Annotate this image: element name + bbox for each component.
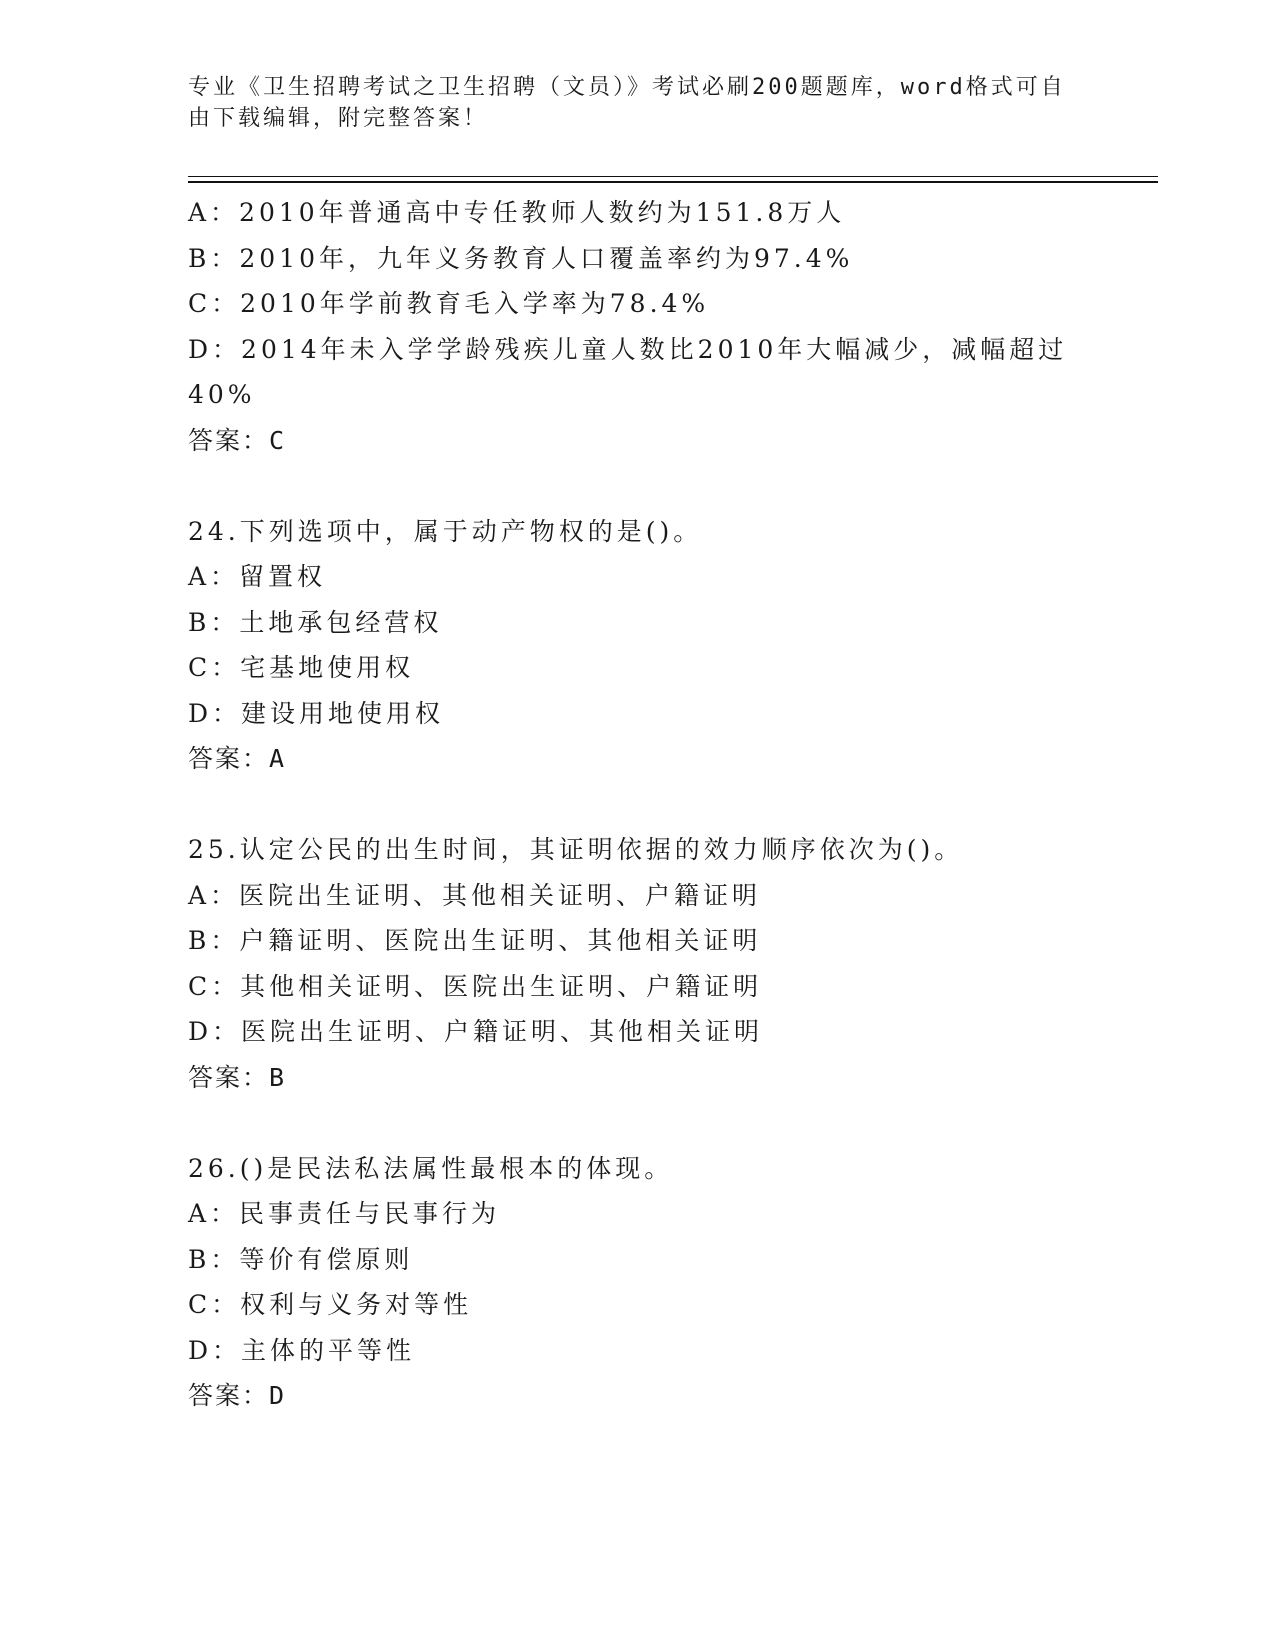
document-header	[188, 72, 1068, 134]
question-list	[188, 190, 1068, 1419]
header-divider-thick	[188, 181, 1158, 183]
header-line-1: 专业《卫生招聘考试之卫生招聘（文员）》考试必刷200题题库，word格式可自	[188, 75, 1066, 100]
option-b: B：等价有偿原则	[188, 1244, 414, 1274]
header-line-2: 由下载编辑，附完整答案！	[188, 106, 489, 131]
answer-line: 答案：D	[188, 1381, 287, 1410]
question-stem: 26.()是民法私法属性最根本的体现。	[188, 1153, 674, 1183]
option-b: B：户籍证明、医院出生证明、其他相关证明	[188, 926, 762, 955]
option-a: A：2010年普通高中专任教师人数约为151.8万人	[188, 198, 846, 227]
option-d-continued: 40%	[188, 380, 256, 409]
question-block-23	[188, 190, 1068, 463]
option-d: D：建设用地使用权	[188, 698, 445, 728]
option-b: B：2010年，九年义务教育人口覆盖率约为97.4%	[188, 243, 854, 273]
option-b: B：土地承包经营权	[188, 607, 443, 637]
option-d: D：医院出生证明、户籍证明、其他相关证明	[188, 1017, 764, 1046]
question-block-24	[188, 509, 1068, 782]
question-stem: 25.认定公民的出生时间，其证明依据的效力顺序依次为()。	[188, 835, 964, 864]
spacer	[188, 1100, 1068, 1146]
option-c: C：其他相关证明、医院出生证明、户籍证明	[188, 971, 763, 1001]
option-a: A：民事责任与民事行为	[188, 1199, 501, 1228]
option-a: A：医院出生证明、其他相关证明、户籍证明	[188, 880, 762, 910]
option-c: C：2010年学前教育毛入学率为78.4%	[188, 289, 710, 318]
question-stem: 24.下列选项中，属于动产物权的是()。	[188, 516, 703, 546]
question-block-25	[188, 827, 1068, 1100]
option-a: A：留置权	[188, 562, 327, 591]
header-divider-thin	[188, 176, 1158, 177]
spacer	[188, 463, 1068, 509]
question-block-26	[188, 1146, 1068, 1419]
option-c: C：宅基地使用权	[188, 653, 415, 682]
option-d: D：2014年未入学学龄残疾儿童人数比2010年大幅减少，减幅超过	[188, 334, 1068, 364]
answer-line: 答案：B	[188, 1062, 287, 1092]
answer-line: 答案：A	[188, 744, 287, 773]
option-d: D：主体的平等性	[188, 1335, 416, 1365]
answer-line: 答案：C	[188, 425, 287, 455]
spacer	[188, 782, 1068, 828]
option-c: C：权利与义务对等性	[188, 1290, 473, 1319]
